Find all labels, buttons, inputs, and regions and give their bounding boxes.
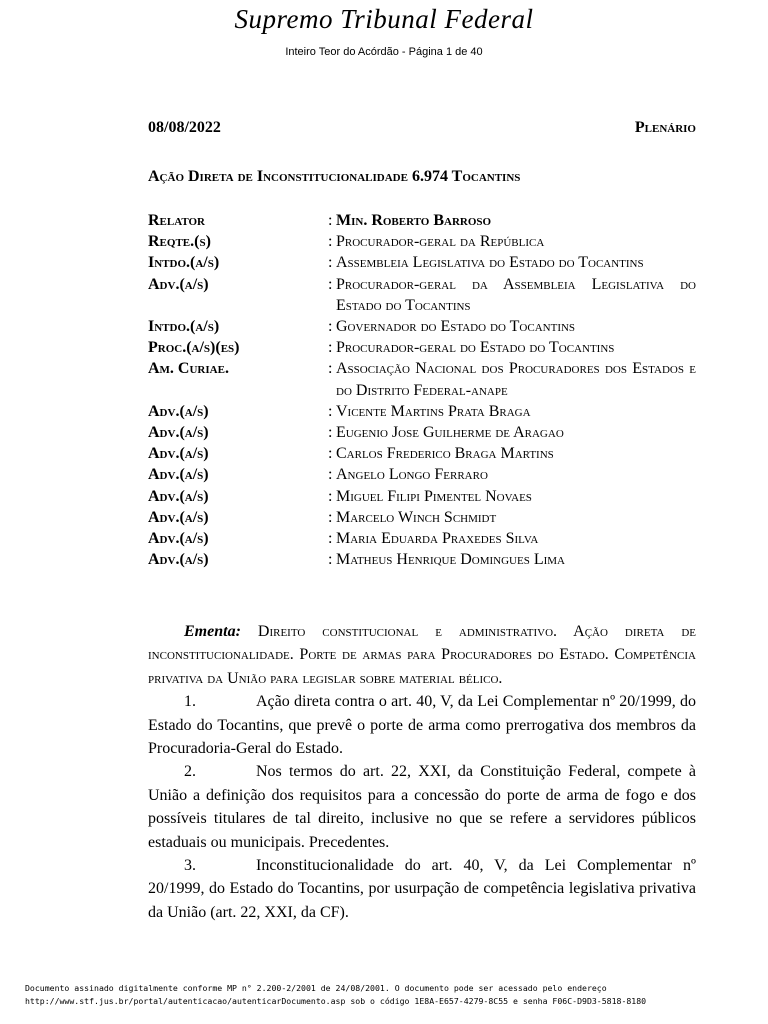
party-row — [148, 464, 696, 485]
party-colon: : — [328, 445, 333, 463]
party-colon: : — [328, 275, 333, 293]
party-name: Procurador-geral da República — [336, 233, 545, 251]
party-name: Min. Roberto Barroso — [336, 212, 492, 229]
party-role: Proc.(a/s)(es) — [148, 339, 240, 357]
party-row — [148, 443, 696, 464]
party-row — [148, 358, 696, 400]
party-colon: : — [328, 360, 333, 378]
date-row — [148, 119, 696, 137]
party-role: Am. Curiae. — [148, 360, 229, 378]
page-info: Inteiro Teor do Acórdão - Página 1 de 40 — [285, 46, 483, 58]
party-name: Miguel Filipi Pimentel Novaes — [336, 487, 532, 505]
signature-footer — [25, 982, 760, 1008]
ementa-item — [148, 760, 696, 854]
party-colon: : — [328, 551, 333, 569]
party-name: Procurador-geral da Assembleia Legislativa do Estado do Tocantins — [336, 275, 696, 314]
party-role: Reqte.(s) — [148, 233, 211, 251]
party-name: Associação Nacional dos Procuradores dos Estados e do Distrito Federal-anape — [336, 360, 696, 399]
party-row — [148, 337, 696, 358]
ementa-item-text: Ação direta contra o art. 40, V, da Lei Complementar nº 20/1999, do Estado do Tocantins, que prevê o porte de arma como prerrogativa dos membros da Procuradoria-Geral do Estado. — [148, 693, 696, 758]
ementa-label: Ementa: — [184, 623, 241, 640]
ementa-intro-text: Direito constitucional e administrativo. Ação direta de inconstitucionalidade. Porte de armas para Procuradores do Estado. Competência privativa da União para legislar sobre material bélico. — [148, 623, 697, 687]
party-role: Adv.(a/s) — [148, 424, 209, 442]
footer-line: http://www.stf.jus.br/portal/autenticacao/autenticarDocumento.asp sob o código 1E8A-E657-4279-8C55 e senha F06C-D9D3-5818-8180 — [25, 996, 647, 1006]
ementa-item-number: 2. — [184, 763, 196, 781]
ementa-item-number: 1. — [184, 693, 196, 711]
party-role: Adv.(a/s) — [148, 402, 209, 420]
party-role: Adv.(a/s) — [148, 445, 209, 463]
party-row — [148, 316, 696, 337]
party-row — [148, 210, 696, 231]
party-role: Intdo.(a/s) — [148, 254, 220, 272]
ementa-item — [148, 854, 696, 924]
party-row — [148, 486, 696, 507]
party-colon: : — [328, 318, 333, 336]
judging-body: Plenário — [634, 119, 696, 136]
party-colon: : — [328, 233, 333, 251]
party-name: Angelo Longo Ferraro — [336, 466, 488, 484]
footer-line: Documento assinado digitalmente conforme MP n° 2.200-2/2001 de 24/08/2001. O documento pode ser acessado pelo endereço — [25, 983, 607, 993]
party-name: Marcelo Winch Schmidt — [336, 508, 497, 526]
party-name: Procurador-geral do Estado do Tocantins — [336, 339, 615, 357]
party-row — [148, 422, 696, 443]
party-role: Adv.(a/s) — [148, 275, 209, 293]
party-name: Matheus Henrique Domingues Lima — [336, 551, 565, 569]
party-colon: : — [328, 212, 333, 229]
party-row — [148, 549, 696, 570]
party-colon: : — [328, 339, 333, 357]
party-role: Adv.(a/s) — [148, 530, 209, 548]
party-row — [148, 274, 696, 316]
decision-date: 08/08/2022 — [148, 119, 221, 136]
party-row — [148, 401, 696, 422]
ementa-item-number: 3. — [184, 857, 196, 875]
case-title: Ação Direta de Inconstitucionalidade 6.974 Tocantins — [148, 168, 521, 185]
party-role: Adv.(a/s) — [148, 508, 209, 526]
party-colon: : — [328, 402, 333, 420]
party-colon: : — [328, 466, 333, 484]
party-role: Intdo.(a/s) — [148, 318, 220, 336]
court-title: Supremo Tribunal Federal — [234, 4, 534, 34]
ementa — [148, 620, 696, 924]
party-colon: : — [328, 487, 333, 505]
party-name: Eugenio Jose Guilherme de Aragao — [336, 424, 564, 442]
party-colon: : — [328, 254, 333, 272]
party-name: Maria Eduarda Praxedes Silva — [336, 530, 539, 548]
party-row — [148, 528, 696, 549]
party-colon: : — [328, 508, 333, 526]
ementa-item-text: Inconstitucionalidade do art. 40, V, da Lei Complementar nº 20/1999, do Estado do Tocantins, por usurpação de competência legislativa privativa da União (art. 22, XXI, da CF). — [148, 857, 696, 921]
party-row — [148, 231, 696, 252]
party-role: Adv.(a/s) — [148, 551, 209, 569]
ementa-item — [148, 690, 696, 760]
ementa-intro — [148, 620, 696, 690]
party-name: Governador do Estado do Tocantins — [336, 318, 576, 336]
ementa-item-text: Nos termos do art. 22, XXI, da Constituição Federal, compete à União a definição dos requisitos para a concessão do porte de arma de fogo e dos possíveis titulares de tal direito, inclusive no que se refere a servidores públicos estaduais ou municipais. Precedentes. — [148, 763, 696, 851]
party-name: Vicente Martins Prata Braga — [336, 402, 531, 420]
party-row — [148, 252, 696, 273]
parties-list — [148, 210, 696, 570]
party-role: Relator — [148, 212, 205, 229]
party-name: Carlos Frederico Braga Martins — [336, 445, 554, 463]
party-name: Assembleia Legislativa do Estado do Tocantins — [336, 254, 644, 272]
party-colon: : — [328, 530, 333, 548]
party-row — [148, 507, 696, 528]
party-colon: : — [328, 424, 333, 442]
party-role: Adv.(a/s) — [148, 466, 209, 484]
party-role: Adv.(a/s) — [148, 487, 209, 505]
